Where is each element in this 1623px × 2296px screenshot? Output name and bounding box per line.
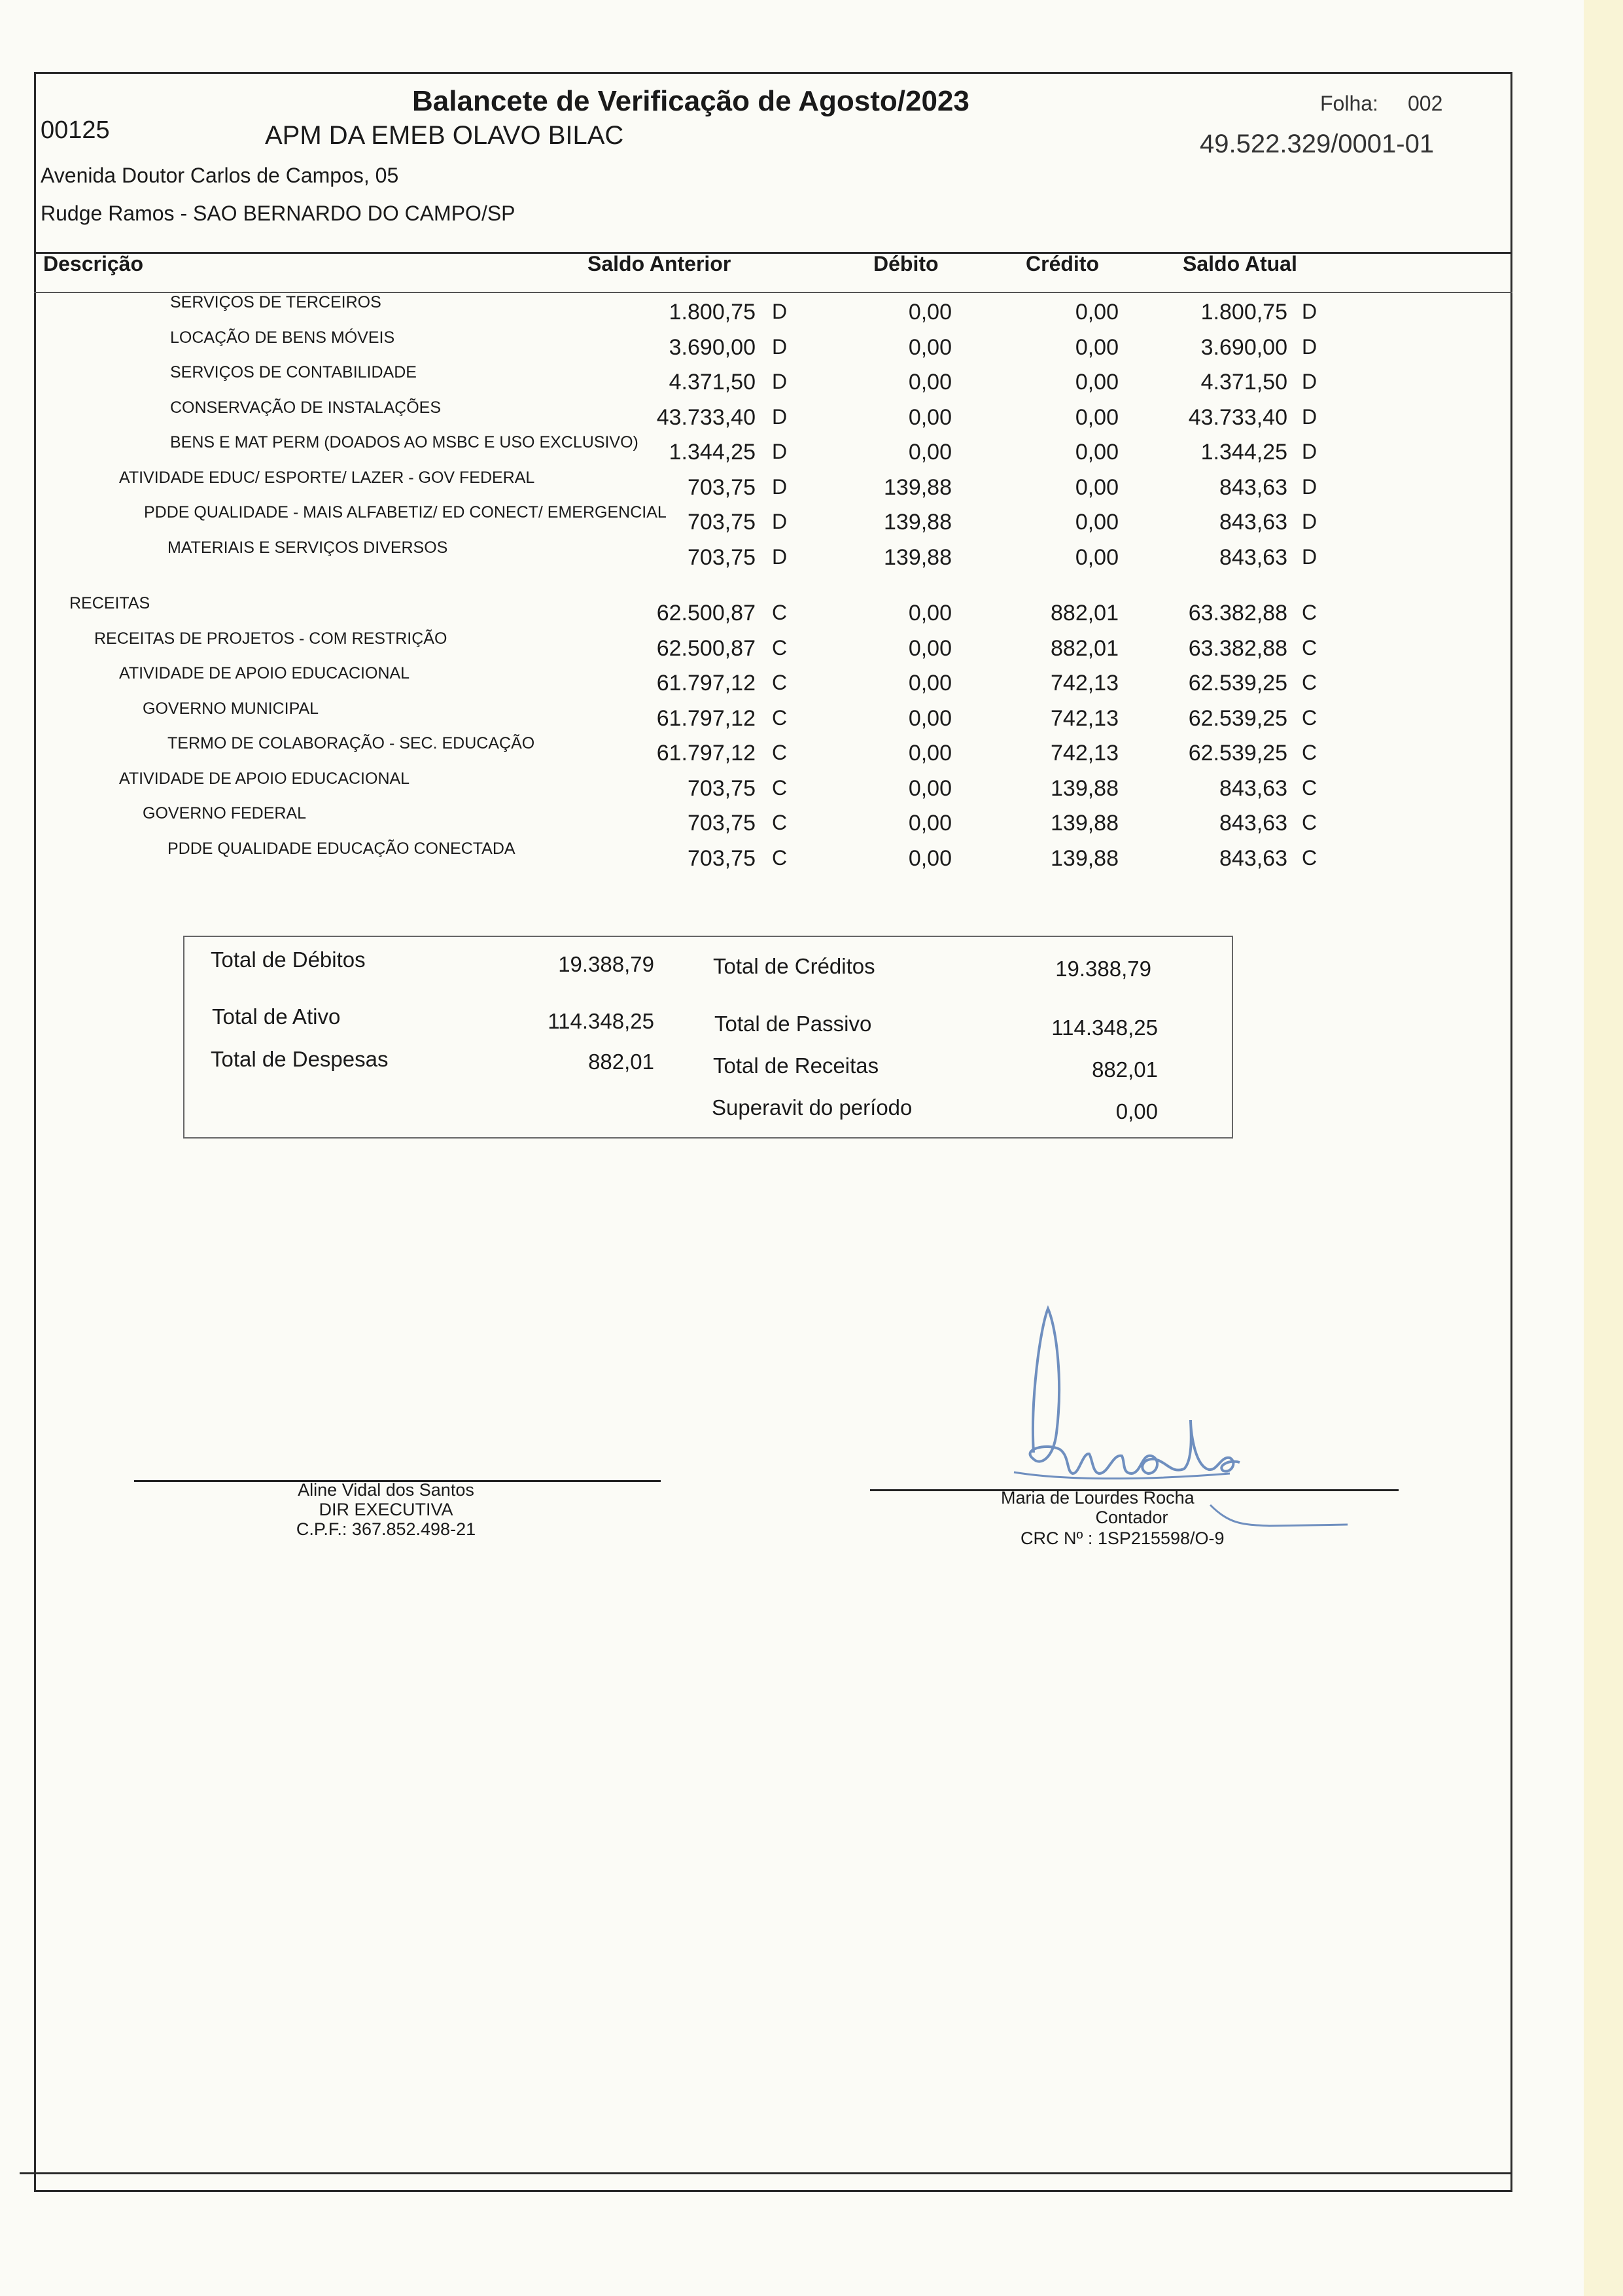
total-creditos-value: 19.388,79 (1055, 957, 1151, 981)
row-debito: 0,00 (908, 300, 952, 325)
total-receitas-label: Total de Receitas (713, 1053, 879, 1078)
left-signer-role: DIR EXECUTIVA (319, 1500, 453, 1519)
table-row (0, 839, 1623, 880)
row-saldo-atual-dc: D (1302, 300, 1318, 323)
row-saldo-atual: 3.690,00 (1200, 335, 1287, 360)
row-saldo-atual-dc: C (1302, 636, 1318, 660)
row-debito: 0,00 (908, 741, 952, 766)
row-saldo-anterior: 703,75 (688, 475, 756, 500)
row-debito: 139,88 (884, 545, 952, 570)
row-saldo-atual-dc: C (1302, 811, 1318, 834)
total-debitos-value: 19.388,79 (558, 952, 654, 976)
row-description: BENS E MAT PERM (DOADOS AO MSBC E USO EXCLUSIVO) (170, 433, 638, 451)
row-saldo-anterior-dc: D (772, 300, 788, 323)
row-saldo-anterior-dc: C (772, 846, 788, 870)
row-debito: 139,88 (884, 475, 952, 500)
row-saldo-atual-dc: D (1302, 370, 1318, 393)
row-credito: 139,88 (1051, 846, 1119, 871)
row-credito: 742,13 (1051, 741, 1119, 766)
row-saldo-atual-dc: C (1302, 601, 1318, 624)
total-ativo-label: Total de Ativo (212, 1004, 341, 1029)
row-saldo-anterior-dc: C (772, 671, 788, 694)
row-credito: 139,88 (1051, 811, 1119, 836)
row-debito: 0,00 (908, 405, 952, 430)
row-debito: 139,88 (884, 510, 952, 535)
col-debito: Débito (873, 252, 939, 275)
entity-name: APM DA EMEB OLAVO BILAC (265, 121, 624, 150)
handwritten-signature (994, 1302, 1361, 1551)
row-saldo-atual: 1.800,75 (1200, 300, 1287, 325)
total-receitas-value: 882,01 (1092, 1057, 1158, 1082)
row-debito: 0,00 (908, 370, 952, 395)
total-creditos-label: Total de Créditos (713, 954, 875, 978)
row-credito: 742,13 (1051, 671, 1119, 696)
row-saldo-anterior-dc: D (772, 405, 788, 429)
row-credito: 0,00 (1075, 335, 1119, 360)
row-debito: 0,00 (908, 636, 952, 661)
row-credito: 0,00 (1075, 405, 1119, 430)
row-saldo-anterior: 703,75 (688, 776, 756, 801)
right-signer-name: Maria de Lourdes Rocha (1001, 1488, 1195, 1508)
entity-code: 00125 (41, 116, 110, 144)
row-saldo-atual: 1.344,25 (1200, 440, 1287, 465)
row-saldo-anterior: 703,75 (688, 545, 756, 570)
total-passivo-label: Total de Passivo (714, 1012, 872, 1036)
total-passivo-value: 114.348,25 (1051, 1016, 1158, 1040)
row-debito: 0,00 (908, 776, 952, 801)
row-credito: 882,01 (1051, 636, 1119, 661)
row-saldo-anterior: 61.797,12 (656, 671, 756, 696)
row-saldo-atual-dc: C (1302, 741, 1318, 764)
row-description: LOCAÇÃO DE BENS MÓVEIS (170, 328, 395, 347)
row-debito: 0,00 (908, 601, 952, 626)
row-saldo-atual-dc: C (1302, 706, 1318, 730)
row-saldo-anterior: 62.500,87 (656, 601, 756, 626)
row-saldo-anterior-dc: C (772, 811, 788, 834)
address-street: Avenida Doutor Carlos de Campos, 05 (41, 164, 399, 187)
row-saldo-atual: 63.382,88 (1188, 601, 1287, 626)
col-credito: Crédito (1026, 252, 1099, 275)
col-saldo-anterior: Saldo Anterior (587, 252, 731, 275)
row-description: TERMO DE COLABORAÇÃO - SEC. EDUCAÇÃO (167, 734, 535, 752)
row-description: GOVERNO FEDERAL (143, 804, 307, 822)
row-saldo-anterior: 61.797,12 (656, 741, 756, 766)
row-saldo-anterior-dc: C (772, 636, 788, 660)
row-saldo-anterior: 1.344,25 (669, 440, 756, 465)
row-saldo-atual: 843,63 (1219, 545, 1287, 570)
row-saldo-atual: 43.733,40 (1188, 405, 1287, 430)
row-description: CONSERVAÇÃO DE INSTALAÇÕES (170, 398, 441, 417)
row-saldo-atual-dc: C (1302, 846, 1318, 870)
row-saldo-atual: 843,63 (1219, 811, 1287, 836)
row-description: ATIVIDADE DE APOIO EDUCACIONAL (119, 769, 410, 788)
total-despesas-label: Total de Despesas (211, 1047, 389, 1071)
row-saldo-anterior: 703,75 (688, 510, 756, 535)
row-saldo-anterior-dc: D (772, 440, 788, 463)
row-saldo-atual-dc: C (1302, 671, 1318, 694)
row-saldo-anterior: 62.500,87 (656, 636, 756, 661)
sheet-label: Folha: (1320, 92, 1378, 115)
row-description: ATIVIDADE DE APOIO EDUCACIONAL (119, 664, 410, 682)
row-debito: 0,00 (908, 440, 952, 465)
row-saldo-anterior-dc: D (772, 545, 788, 569)
row-saldo-anterior: 3.690,00 (669, 335, 756, 360)
row-credito: 0,00 (1075, 475, 1119, 500)
report-title: Balancete de Verificação de Agosto/2023 (412, 85, 969, 117)
address-city: Rudge Ramos - SAO BERNARDO DO CAMPO/SP (41, 202, 515, 225)
right-signer-role: Contador (1095, 1508, 1168, 1527)
table-row (0, 539, 1623, 579)
row-credito: 0,00 (1075, 370, 1119, 395)
row-credito: 0,00 (1075, 545, 1119, 570)
row-saldo-anterior-dc: C (772, 741, 788, 764)
row-debito: 0,00 (908, 706, 952, 731)
total-ativo-value: 114.348,25 (548, 1009, 654, 1033)
row-description: ATIVIDADE EDUC/ ESPORTE/ LAZER - GOV FEDERAL (119, 468, 535, 487)
row-description: GOVERNO MUNICIPAL (143, 699, 319, 718)
row-credito: 0,00 (1075, 300, 1119, 325)
row-saldo-anterior: 1.800,75 (669, 300, 756, 325)
row-credito: 742,13 (1051, 706, 1119, 731)
row-saldo-anterior-dc: C (772, 776, 788, 800)
row-saldo-atual-dc: D (1302, 335, 1318, 359)
footer-divider (20, 2172, 1512, 2174)
row-saldo-anterior: 4.371,50 (669, 370, 756, 395)
row-saldo-atual-dc: D (1302, 440, 1318, 463)
row-description: PDDE QUALIDADE - MAIS ALFABETIZ/ ED CONECT/ EMERGENCIAL (144, 503, 667, 521)
row-description: PDDE QUALIDADE EDUCAÇÃO CONECTADA (167, 839, 515, 858)
row-saldo-atual-dc: D (1302, 545, 1318, 569)
col-saldo-atual: Saldo Atual (1183, 252, 1297, 275)
row-saldo-atual: 62.539,25 (1188, 706, 1287, 731)
row-saldo-anterior-dc: D (772, 475, 788, 499)
row-description: MATERIAIS E SERVIÇOS DIVERSOS (167, 539, 448, 557)
row-credito: 882,01 (1051, 601, 1119, 626)
col-descricao: Descrição (43, 252, 143, 275)
row-saldo-atual-dc: D (1302, 475, 1318, 499)
sheet-number: 002 (1408, 92, 1443, 115)
row-debito: 0,00 (908, 335, 952, 360)
row-saldo-anterior-dc: C (772, 706, 788, 730)
left-signer-doc: C.P.F.: 367.852.498-21 (296, 1519, 476, 1539)
row-saldo-atual: 843,63 (1219, 475, 1287, 500)
row-saldo-atual-dc: D (1302, 510, 1318, 533)
row-description: SERVIÇOS DE CONTABILIDADE (170, 363, 417, 381)
total-despesas-value: 882,01 (588, 1050, 654, 1074)
left-signer-name: Aline Vidal dos Santos (298, 1480, 474, 1500)
row-description: RECEITAS (69, 594, 150, 612)
row-saldo-anterior-dc: D (772, 510, 788, 533)
row-credito: 0,00 (1075, 510, 1119, 535)
row-saldo-anterior: 61.797,12 (656, 706, 756, 731)
cnpj: 49.522.329/0001-01 (1200, 130, 1435, 158)
total-debitos-label: Total de Débitos (211, 947, 366, 972)
row-credito: 139,88 (1051, 776, 1119, 801)
row-description: RECEITAS DE PROJETOS - COM RESTRIÇÃO (94, 629, 447, 648)
superavit-label: Superavit do período (712, 1095, 913, 1120)
row-saldo-atual: 843,63 (1219, 846, 1287, 871)
row-debito: 0,00 (908, 671, 952, 696)
row-saldo-anterior-dc: D (772, 370, 788, 393)
row-saldo-atual-dc: C (1302, 776, 1318, 800)
row-saldo-anterior: 703,75 (688, 811, 756, 836)
row-saldo-anterior-dc: C (772, 601, 788, 624)
row-debito: 0,00 (908, 846, 952, 871)
row-saldo-atual-dc: D (1302, 405, 1318, 429)
right-signer-doc: CRC Nº : 1SP215598/O-9 (1021, 1528, 1225, 1548)
row-saldo-anterior-dc: D (772, 335, 788, 359)
row-saldo-atual: 843,63 (1219, 776, 1287, 801)
row-saldo-atual: 62.539,25 (1188, 741, 1287, 766)
superavit-value: 0,00 (1115, 1099, 1158, 1123)
row-saldo-anterior: 703,75 (688, 846, 756, 871)
row-description: SERVIÇOS DE TERCEIROS (170, 293, 381, 311)
row-saldo-atual: 63.382,88 (1188, 636, 1287, 661)
row-saldo-atual: 843,63 (1219, 510, 1287, 535)
row-saldo-anterior: 43.733,40 (656, 405, 756, 430)
row-saldo-atual: 62.539,25 (1188, 671, 1287, 696)
row-credito: 0,00 (1075, 440, 1119, 465)
row-debito: 0,00 (908, 811, 952, 836)
row-saldo-atual: 4.371,50 (1200, 370, 1287, 395)
